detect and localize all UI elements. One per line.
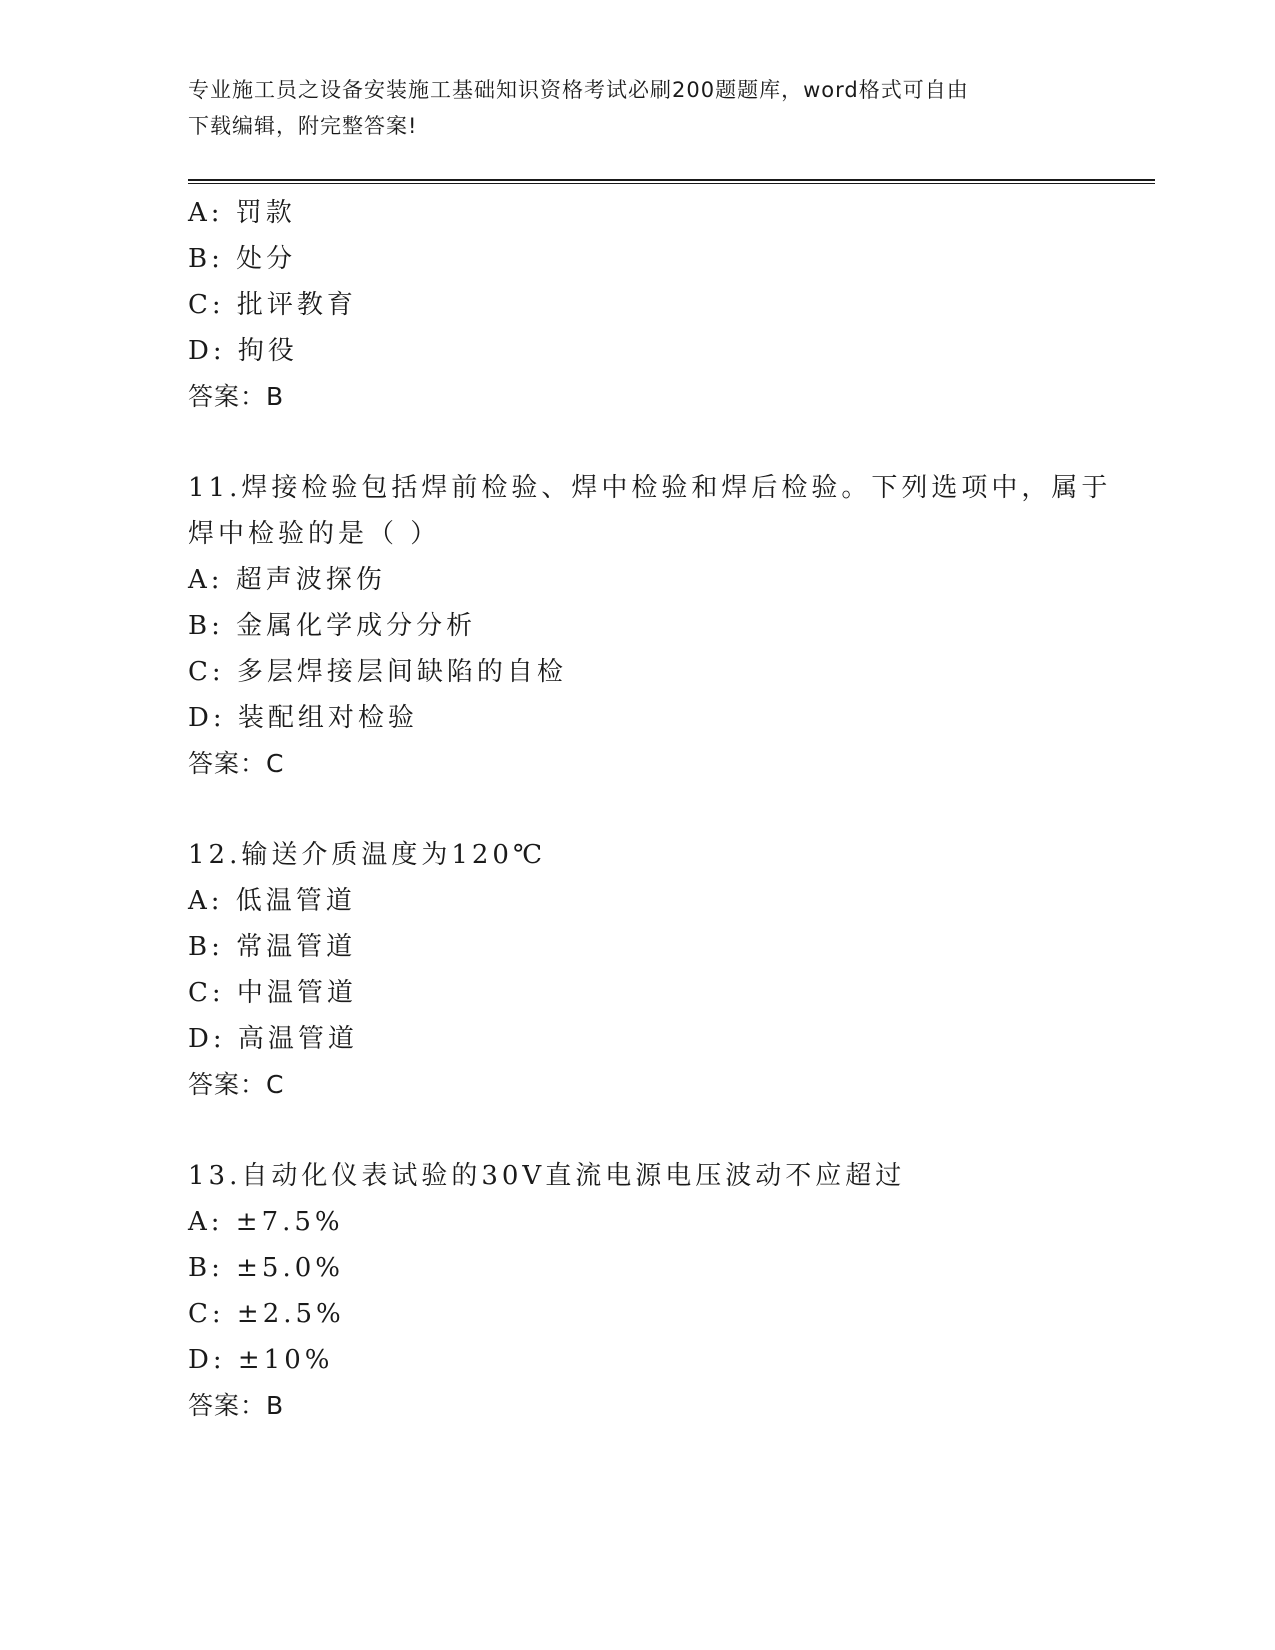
question-text-line-2: 焊中检验的是（ ）	[188, 519, 441, 549]
question-11	[188, 465, 1155, 787]
option-d: D: 拘役	[188, 336, 298, 366]
option-b: B: 常温管道	[188, 932, 357, 962]
option-d: D: ±10%	[188, 1345, 334, 1375]
question-text-line-1: 13.自动化仪表试验的30V直流电源电压波动不应超过	[188, 1161, 906, 1191]
option-d: D: 高温管道	[188, 1024, 358, 1054]
header-line-1: 专业施工员之设备安装施工基础知识资格考试必刷200题题库，word格式可自由	[188, 78, 969, 102]
option-a: A: 罚款	[188, 198, 296, 228]
question-text-line-1: 12.输送介质温度为120℃	[188, 840, 547, 870]
question-list	[188, 190, 1155, 1429]
option-b: B: 处分	[188, 244, 297, 274]
question-text-line-1: 11.焊接检验包括焊前检验、焊中检验和焊后检验。下列选项中，属于	[188, 473, 1112, 503]
answer: 答案：C	[188, 749, 285, 778]
option-b: B: 金属化学成分分析	[188, 611, 477, 641]
option-a: A: 超声波探伤	[188, 565, 386, 595]
answer: 答案：C	[188, 1070, 285, 1099]
spacer	[188, 1108, 1155, 1153]
option-c: C: 批评教育	[188, 290, 357, 320]
question-13	[188, 1153, 1155, 1429]
option-c: C: 多层焊接层间缺陷的自检	[188, 657, 567, 687]
spacer	[188, 787, 1155, 832]
option-a: A: 低温管道	[188, 886, 356, 916]
answer: 答案：B	[188, 382, 285, 411]
option-c: C: 中温管道	[188, 978, 357, 1008]
answer: 答案：B	[188, 1391, 285, 1420]
option-b: B: ±5.0%	[188, 1253, 344, 1283]
option-a: A: ±7.5%	[188, 1207, 344, 1237]
header-line-2: 下载编辑，附完整答案!	[188, 114, 418, 138]
header-divider	[188, 179, 1155, 184]
question-10	[188, 190, 1155, 420]
option-d: D: 装配组对检验	[188, 703, 418, 733]
option-c: C: ±2.5%	[188, 1299, 345, 1329]
document-header	[188, 72, 1068, 144]
question-12	[188, 832, 1155, 1108]
spacer	[188, 420, 1155, 465]
